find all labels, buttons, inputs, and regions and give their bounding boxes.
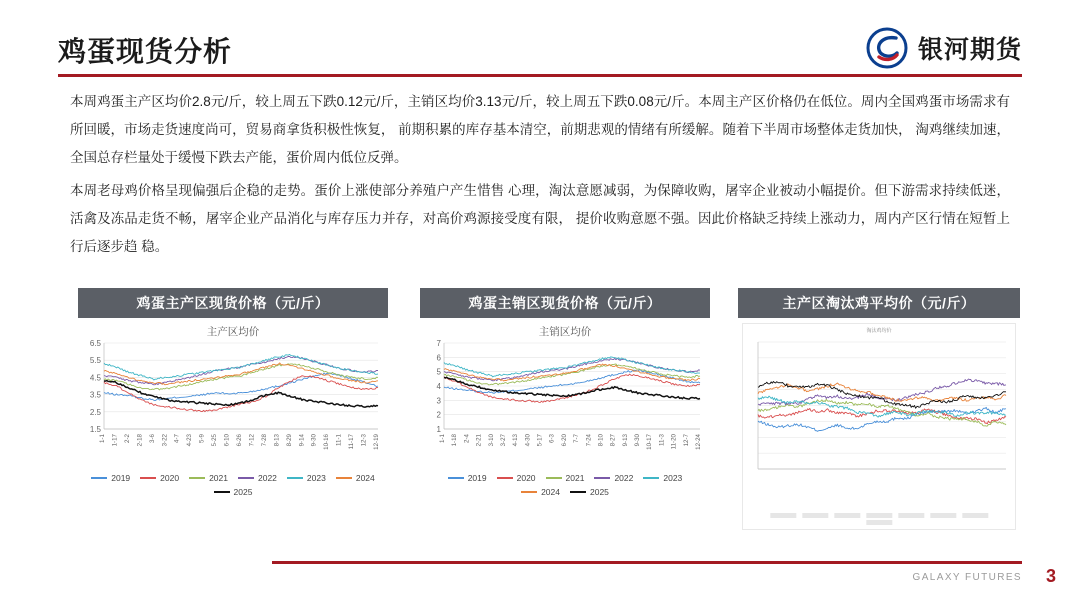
legend-label: 2020 xyxy=(160,473,180,483)
legend-label: 2020 xyxy=(516,473,536,483)
svg-text:3: 3 xyxy=(436,396,441,406)
footer-rule xyxy=(272,561,1022,564)
svg-text:7: 7 xyxy=(436,339,441,348)
legend-swatch xyxy=(189,477,205,479)
svg-text:12-19: 12-19 xyxy=(373,434,380,450)
legend-item xyxy=(91,473,130,483)
legend-swatch xyxy=(962,513,988,518)
chart-1-legend xyxy=(78,469,388,497)
svg-text:3.5: 3.5 xyxy=(89,390,101,400)
svg-text:2-2: 2-2 xyxy=(123,434,131,443)
svg-text:10-17: 10-17 xyxy=(646,434,654,450)
legend-swatch xyxy=(930,513,956,518)
svg-text:3-27: 3-27 xyxy=(500,434,507,447)
legend-swatch xyxy=(570,491,586,493)
legend-item xyxy=(140,473,179,483)
chart-3-title: 主产区淘汰鸡平均价（元/斤） xyxy=(738,288,1020,318)
legend-label: 2024 xyxy=(355,473,375,483)
galaxy-logo-icon xyxy=(866,27,908,69)
legend-item xyxy=(521,487,560,497)
svg-text:1-17: 1-17 xyxy=(111,434,119,447)
svg-text:7-24: 7-24 xyxy=(585,434,593,447)
svg-text:4: 4 xyxy=(436,382,441,391)
svg-text:2-4: 2-4 xyxy=(463,434,471,443)
legend-swatch xyxy=(834,513,860,518)
svg-text:6-20: 6-20 xyxy=(560,434,568,447)
svg-text:2.5: 2.5 xyxy=(89,407,101,417)
paragraph-1: 本周鸡蛋主产区均价2.8元/斤，较上周五下跌0.12元/斤，主销区均价3.13元/斤，较上周五下跌0.08元/斤。本周主产区价格仍在低位。周内全国鸡蛋市场需求有所回暖，市场走货速度尚可，贸易商拿货积极性恢复， 前期积累的库存基本清空，前期悲观的情绪有所缓解。随着下半周市场整体走货加快， 淘鸡继续加速，全国总存栏量处于缓慢下跌去产能，蛋价周内低位反弹。 xyxy=(70,94,1010,165)
legend-item xyxy=(497,473,536,483)
chart-2-plot xyxy=(424,339,706,469)
legend-item xyxy=(336,473,375,483)
brand-name: 银河期货 xyxy=(917,36,1022,64)
chart-1-body xyxy=(78,318,388,497)
svg-text:1-1: 1-1 xyxy=(99,434,106,443)
chart-panel-production-area-spot xyxy=(78,288,388,497)
svg-text:5-9: 5-9 xyxy=(198,434,206,443)
svg-text:11-20: 11-20 xyxy=(670,434,678,450)
body-text xyxy=(70,88,1010,267)
legend-label: 2023 xyxy=(663,473,683,483)
chart-panel-sales-area-spot xyxy=(420,288,710,497)
svg-text:10-16: 10-16 xyxy=(323,434,331,450)
legend-label: 2024 xyxy=(541,487,560,497)
svg-text:4-23: 4-23 xyxy=(186,434,194,447)
svg-text:2-21: 2-21 xyxy=(475,434,483,447)
legend-swatch xyxy=(336,477,352,479)
svg-text:12-3: 12-3 xyxy=(360,434,368,447)
svg-text:7-7: 7-7 xyxy=(573,434,581,443)
legend-item xyxy=(214,487,253,497)
legend-swatch xyxy=(448,477,464,479)
svg-text:5.5: 5.5 xyxy=(89,356,101,366)
svg-text:6-26: 6-26 xyxy=(236,434,243,447)
legend-label: 2021 xyxy=(209,473,228,483)
legend-swatch xyxy=(594,477,610,479)
svg-text:2: 2 xyxy=(436,410,441,420)
svg-text:4.5: 4.5 xyxy=(89,373,101,383)
legend-swatch xyxy=(91,477,107,479)
svg-text:8-13: 8-13 xyxy=(273,434,281,447)
svg-text:5-25: 5-25 xyxy=(211,434,219,447)
brand xyxy=(866,24,1022,72)
svg-text:6: 6 xyxy=(436,353,441,363)
svg-text:6.5: 6.5 xyxy=(89,339,101,348)
svg-text:3-22: 3-22 xyxy=(161,434,169,447)
header-rule xyxy=(58,74,1022,77)
legend-label: 2021 xyxy=(565,473,585,483)
legend-item xyxy=(189,473,228,483)
svg-text:7-12: 7-12 xyxy=(248,434,256,447)
chart-panel-culled-chicken-price xyxy=(738,288,1020,530)
legend-swatch xyxy=(497,477,513,479)
chart-1-subtitle: 主产区均价 xyxy=(206,326,260,338)
chart-1-title: 鸡蛋主产区现货价格（元/斤） xyxy=(78,288,388,318)
paragraph-2: 本周老母鸡价格呈现偏强后企稳的走势。蛋价上涨使部分养殖户产生惜售 心理，淘汰意愿减弱，为保障收购，屠宰企业被动小幅提价。但下游需求持续低迷， 活禽及冻品走货不畅，屠宰企业产品消化与库存压力并存，对高价鸡源接受度有限， 提价收购意愿不强。因此价格缺乏持续上涨动力，周内产区行情在短暂上行后逐步趋 稳。 xyxy=(70,183,1010,254)
legend-swatch xyxy=(898,513,924,518)
svg-text:3-6: 3-6 xyxy=(148,434,156,443)
svg-text:3-10: 3-10 xyxy=(487,434,495,447)
legend-label: 2022 xyxy=(258,473,277,483)
svg-text:4-30: 4-30 xyxy=(524,434,532,447)
legend-item xyxy=(643,473,682,483)
svg-text:4-7: 4-7 xyxy=(173,434,181,443)
svg-text:12-7: 12-7 xyxy=(682,434,690,447)
legend-swatch xyxy=(546,477,562,479)
svg-text:6-10: 6-10 xyxy=(223,434,231,447)
chart-2-body xyxy=(420,318,710,497)
svg-text:7-28: 7-28 xyxy=(260,434,268,447)
legend-label: 2022 xyxy=(614,473,634,483)
svg-text:8-27: 8-27 xyxy=(609,434,617,447)
svg-text:2-18: 2-18 xyxy=(136,434,144,447)
legend-label: 2019 xyxy=(467,473,487,483)
legend-swatch xyxy=(770,513,796,518)
legend-swatch xyxy=(238,477,254,479)
chart-3-surface xyxy=(742,323,1016,530)
svg-text:8-10: 8-10 xyxy=(597,434,605,447)
chart-3-body xyxy=(738,323,1020,530)
svg-text:11-3: 11-3 xyxy=(658,434,666,446)
legend-swatch xyxy=(287,477,303,479)
header xyxy=(58,24,1022,76)
legend-label: 2025 xyxy=(233,487,253,497)
legend-swatch xyxy=(866,513,892,518)
legend-item xyxy=(594,473,633,483)
svg-text:9-30: 9-30 xyxy=(634,434,641,447)
svg-text:6-3: 6-3 xyxy=(548,434,556,443)
svg-text:9-13: 9-13 xyxy=(621,434,629,447)
legend-item xyxy=(570,487,609,497)
svg-text:5-17: 5-17 xyxy=(536,434,544,447)
footer-brand: GALAXY FUTURES xyxy=(912,572,1022,583)
chart-2-title: 鸡蛋主销区现货价格（元/斤） xyxy=(420,288,710,318)
svg-text:1.5: 1.5 xyxy=(89,425,101,434)
legend-swatch xyxy=(140,477,156,479)
legend-item xyxy=(546,473,585,483)
legend-label: 2025 xyxy=(590,487,609,497)
page-number: 3 xyxy=(1045,566,1056,586)
chart-2-subtitle: 主销区均价 xyxy=(538,326,592,338)
chart-3-legend xyxy=(759,513,998,525)
legend-swatch xyxy=(521,491,537,493)
legend-swatch xyxy=(643,477,659,479)
svg-text:11-17: 11-17 xyxy=(348,434,356,450)
legend-label: 2023 xyxy=(306,473,326,483)
legend-item xyxy=(448,473,487,483)
svg-text:4-13: 4-13 xyxy=(512,434,520,447)
svg-text:1-1: 1-1 xyxy=(439,434,446,443)
legend-label: 2019 xyxy=(111,473,131,483)
legend-item xyxy=(238,473,277,483)
chart-2-legend xyxy=(420,469,710,497)
svg-text:9-14: 9-14 xyxy=(298,434,306,447)
legend-swatch xyxy=(866,520,892,525)
legend-item xyxy=(287,473,326,483)
legend-swatch xyxy=(802,513,828,518)
chart-1-plot xyxy=(82,339,384,469)
svg-text:11-1: 11-1 xyxy=(335,434,343,446)
chart-3-mini-title: 淘汰鸡均价 xyxy=(866,328,892,334)
legend-swatch xyxy=(214,491,230,493)
svg-text:1-18: 1-18 xyxy=(451,434,459,447)
svg-text:1: 1 xyxy=(436,425,441,434)
svg-text:5: 5 xyxy=(436,367,441,377)
svg-text:8-29: 8-29 xyxy=(285,434,293,447)
svg-text:12-24: 12-24 xyxy=(695,434,702,450)
svg-text:9-30: 9-30 xyxy=(310,434,318,447)
page-title: 鸡蛋现货分析 xyxy=(58,36,233,67)
